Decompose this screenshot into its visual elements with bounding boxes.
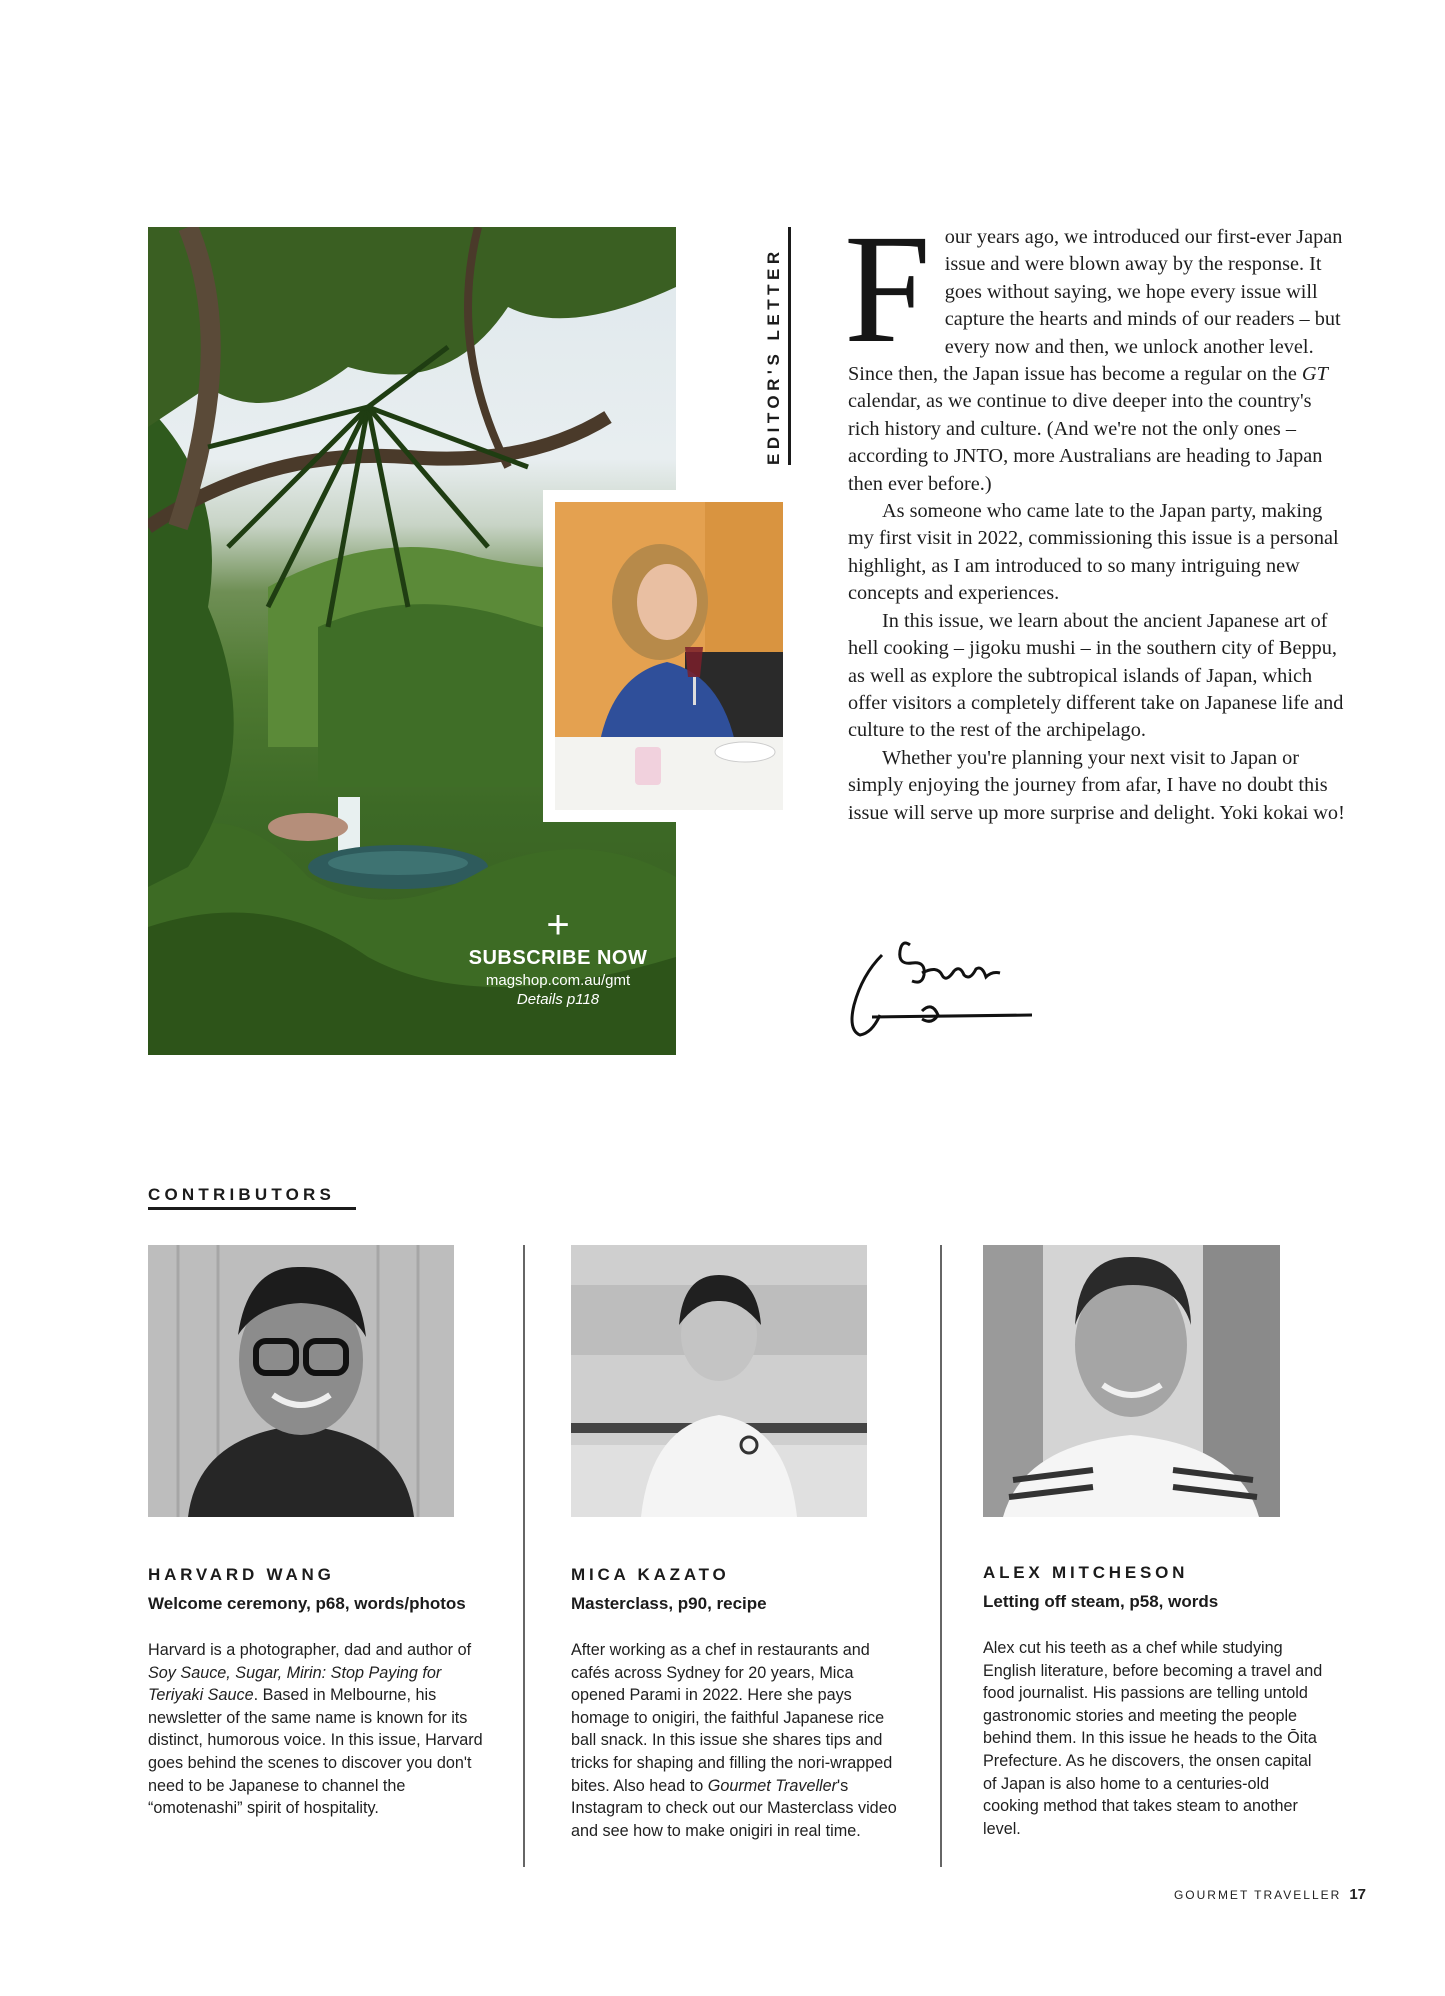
contributor-bio: After working as a chef in restaurants and cafés across Sydney for 20 years, Mica opened Parami in 2022. Here she pays homage to onigiri, the faithful Japanese rice ball snack. In this issue she shares tips and tricks for shaping and filling the nori-wrapped bites. Also head to Gourmet Traveller's Instagram to check out our Masterclass video and see how to make onigiri in real time. [571, 1641, 897, 1840]
contributor-card-mica-kazato [571, 1245, 901, 1842]
editor-illustration [555, 502, 783, 810]
contributor-card-alex-mitcheson [983, 1245, 1328, 1840]
editor-signature [842, 935, 1042, 1045]
contributor-bio: Alex cut his teeth as a chef while studying English literature, before becoming a travel and food journalist. His passions are telling untold gastronomic stories and meeting the people behind them. In this issue he heads to the Ōita Prefecture. As he discovers, the onsen capital of Japan is also home to a centuries-old cooking method that takes steam to another level. [983, 1639, 1323, 1838]
contributors-heading-rule [148, 1207, 356, 1210]
contributor-name: HARVARD WANG [148, 1565, 335, 1584]
page-number: 17 [1349, 1886, 1366, 1903]
contributor-credit: Welcome ceremony, p68, words/photos [148, 1594, 466, 1613]
section-label-editors-letter: EDITOR'S LETTER [764, 247, 783, 465]
letter-paragraph-4: Whether you're planning your next visit to Japan or simply enjoying the journey from afar, I have no doubt this issue will serve up more surprise and delight. Yoki kokai wo! [848, 746, 1345, 824]
drop-cap: F [844, 202, 931, 375]
contributor-name: MICA KAZATO [571, 1565, 730, 1584]
publication-name: GOURMET TRAVELLER [1173, 1888, 1342, 1902]
section-label-rule [788, 227, 791, 465]
subscribe-details: Details p118 [516, 991, 600, 1008]
contributor-photo [571, 1245, 867, 1517]
contributor-credit: Letting off steam, p58, words [983, 1592, 1219, 1611]
editors-letter-body [844, 202, 1348, 827]
contributor-photo [983, 1245, 1280, 1517]
column-divider [940, 1245, 942, 1867]
page-footer [1174, 1886, 1366, 1903]
column-divider [523, 1245, 525, 1867]
subscribe-url[interactable]: magshop.com.au/gmt [485, 972, 631, 989]
subscribe-title[interactable]: SUBSCRIBE NOW [468, 947, 648, 969]
letter-paragraph-1: our years ago, we introduced our first-ever Japan issue and were blown away by the response. It goes without saying, we hope every issue will capture the hearts and minds of our readers – but every now and then, we unlock another level. Since then, the Japan issue has become a regular on the GT calendar, as we continue to dive deeper into the country's rich history and culture. (And we're not the only ones – according to JNTO, more Australians are heading to Japan then ever before.) [848, 226, 1343, 495]
editor-portrait-photo [543, 490, 795, 822]
plus-icon: + [546, 903, 570, 947]
letter-paragraph-2: As someone who came late to the Japan party, making my first visit in 2022, commissioning this issue is a personal highlight, as I am introduced to so many intriguing new concepts and experiences. [848, 500, 1339, 605]
contributor-credit: Masterclass, p90, recipe [571, 1594, 767, 1613]
contributors-heading: CONTRIBUTORS [148, 1185, 336, 1204]
contributor-card-harvard-wang [148, 1245, 498, 1820]
subscribe-panel[interactable] [448, 903, 668, 1008]
contributor-name: ALEX MITCHESON [983, 1563, 1189, 1582]
letter-paragraph-3: In this issue, we learn about the ancient Japanese art of hell cooking – jigoku mushi – in the southern city of Beppu, as well as explore the subtropical islands of Japan, which offer visitors a completely different take on Japanese life and culture to the rest of the archipelago. [848, 609, 1344, 742]
contributor-bio: Harvard is a photographer, dad and author of Soy Sauce, Sugar, Mirin: Stop Paying for Teriyaki Sauce. Based in Melbourne, his newsletter of the same name is known for its distinct, humorous voice. In this issue, Harvard goes behind the scenes to discover you don't need to be Japanese to channel the “omotenashi” spirit of hospitality. [148, 1641, 483, 1818]
contributor-photo [148, 1245, 454, 1517]
